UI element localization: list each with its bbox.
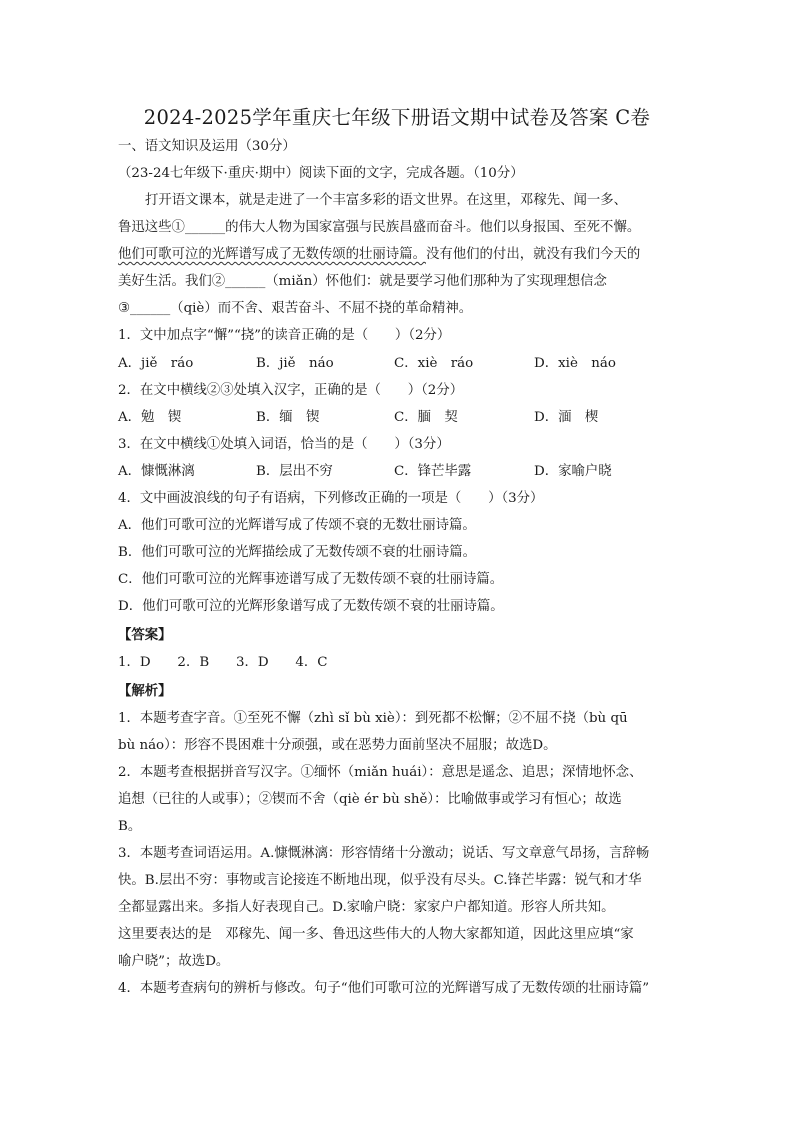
question-stem: 1．文中加点字“懈”“挠”的读音正确的是（ ）（2分） — [118, 328, 451, 343]
analysis-line: 3．本题考查词语运用。A.慷慨淋漓：形容情绪十分激动；说话、写文章意气昂扬，言辞畅 — [118, 846, 650, 861]
option-a: A．勉 锲 — [118, 410, 182, 425]
option-a: A．他们可歌可泣的光辉谱写成了传颂不衰的无数壮丽诗篇。 — [118, 518, 476, 533]
analysis-line: 4．本题考查病句的辨析与修改。句子“他们可歌可泣的光辉谱写成了无数传颂的壮丽诗篇” — [118, 981, 650, 996]
passage-line — [118, 245, 640, 265]
option-b: B．他们可歌可泣的光辉描绘成了无数传颂不衰的壮丽诗篇。 — [118, 545, 476, 560]
option-c: C．xiè ráo — [394, 356, 474, 371]
option-c: C．锋芒毕露 — [394, 464, 472, 479]
option-d: D．湎 楔 — [534, 410, 599, 425]
option-c: C．腼 契 — [394, 410, 458, 425]
option-d: D．家喻户晓 — [534, 464, 612, 479]
passage-line: 打开语文课本，就是走进了一个丰富多彩的语文世界。在这里，邓稼先、闻一多、 — [145, 193, 628, 208]
answer-heading: 【答案】 — [118, 627, 172, 643]
question-stem: 2．在文中横线②③处填入汉字，正确的是（ ）（2分） — [118, 383, 464, 398]
analysis-line: bù náo）：形容不畏困难十分顽强，或在恶势力面前坚决不屈服；故选D。 — [118, 738, 557, 753]
wavy-underlined-sentence: 他们可歌可泣的光辉谱写成了无数传颂的壮丽诗篇。 — [118, 247, 426, 262]
option-c: C．他们可歌可泣的光辉事迹谱写成了无数传颂不衰的壮丽诗篇。 — [118, 572, 504, 587]
option-a: A．慷慨淋漓 — [118, 464, 195, 479]
passage-line: 美好生活。我们②______（miǎn）怀他们：就是要学习他们那种为了实现理想信念 — [118, 274, 607, 289]
analysis-line: 1．本题考查字音。①至死不懈（zhì sǐ bù xiè）：到死都不松懈；②不屈不挠（bù qū — [118, 711, 628, 726]
option-b: B．缅 锲 — [256, 410, 320, 425]
question-intro: （23-24七年级下·重庆·期中）阅读下面的文字，完成各题。（10分） — [118, 166, 524, 181]
passage-line: ③______（qiè）而不舍、艰苦奋斗、不屈不挠的革命精神。 — [118, 301, 473, 316]
option-a: A．jiě ráo — [118, 356, 194, 371]
analysis-line: 2．本题考查根据拼音写汉字。①缅怀（miǎn huái）：意思是遥念、追思；深情地怀念、 — [118, 765, 643, 780]
option-b: B．jiě náo — [256, 356, 334, 371]
analysis-line: 这里要表达的是 邓稼先、闻一多、鲁迅这些伟大的人物大家都知道，因此这里应填“家 — [118, 927, 634, 942]
page-title: 2024-2025学年重庆七年级下册语文期中试卷及答案 C卷 — [143, 106, 651, 129]
passage-text: 没有他们的付出，就没有我们今天的 — [425, 247, 641, 262]
passage-line: 鲁迅这些①______的伟大人物为国家富强与民族昌盛而奋斗。他们以身报国、至死不懈。 — [118, 220, 641, 235]
option-b: B．层出不穷 — [256, 464, 333, 479]
question-stem: 4．文中画波浪线的句子有语病，下列修改正确的一项是（ ）（3分） — [118, 491, 544, 506]
option-d: D．他们可歌可泣的光辉形象谱写成了无数传颂不衰的壮丽诗篇。 — [118, 599, 504, 614]
analysis-line: 喻户晓”；故选D。 — [118, 954, 230, 969]
analysis-line: 快。B.层出不穷：事物或言论接连不断地出现，似乎没有尽头。C.锋芒毕露：锐气和才华 — [118, 873, 642, 888]
answer-list: 1．D 2．B 3．D 4．C — [118, 655, 328, 670]
analysis-line: B。 — [118, 819, 142, 834]
analysis-line: 全都显露出来。多指人好表现自己。D.家喻户晓：家家户户都知道。形容人所共知。 — [118, 900, 615, 915]
section-heading: 一、语文知识及运用（30分） — [118, 139, 296, 154]
analysis-heading: 【解析】 — [118, 683, 172, 699]
option-d: D．xiè náo — [534, 356, 616, 371]
question-stem: 3．在文中横线①处填入词语，恰当的是（ ）（3分） — [118, 437, 450, 452]
analysis-line: 追想（已往的人或事）；②锲而不舍（qiè ér bù shě）：比喻做事或学习有恒心；故选 — [118, 792, 622, 807]
